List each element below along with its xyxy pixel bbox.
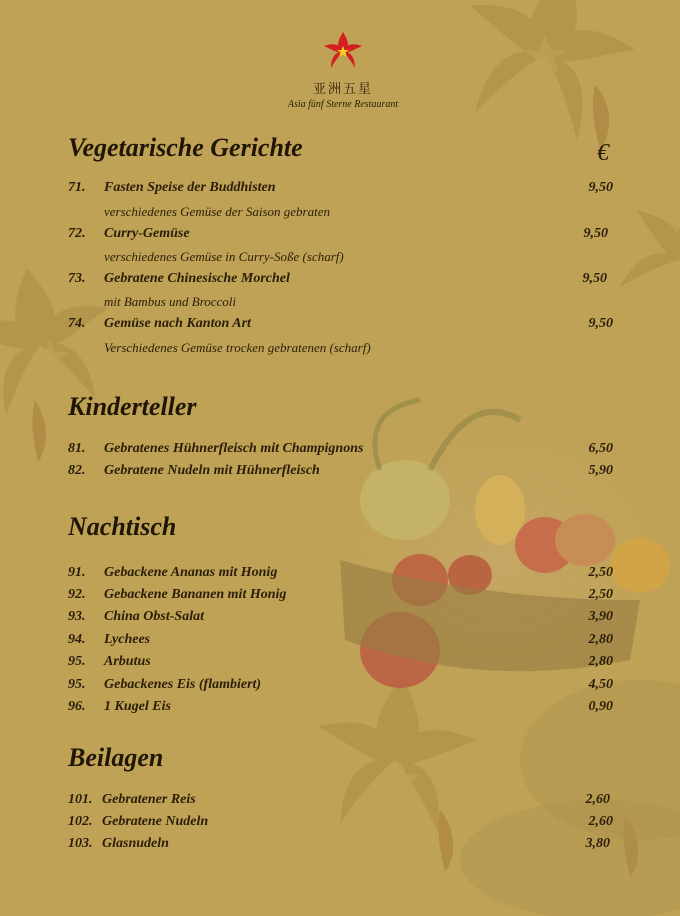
menu-item-81 (68, 441, 613, 461)
restaurant-name-english: Asia fünf Sterne Restaurant (287, 99, 399, 110)
flower-logo-icon (321, 30, 365, 74)
item-name: China Obst-Salat (104, 609, 204, 624)
item-number: 81. (68, 441, 86, 456)
item-number: 96. (68, 699, 86, 714)
menu-item-101 (68, 792, 610, 812)
item-description: verschiedenes Gemüse der Saison gebraten (104, 204, 330, 219)
item-price: 3,80 (585, 836, 610, 851)
item-name: Gebackenes Eis (flambiert) (104, 677, 262, 692)
item-description: verschiedenes Gemüse in Curry-Soße (scharf) (104, 249, 344, 264)
item-price: 5,90 (588, 463, 613, 478)
restaurant-logo (258, 30, 428, 125)
item-price: 2,80 (588, 654, 613, 669)
section-title-dessert: Nachtisch (68, 512, 177, 541)
item-price: 0,90 (588, 699, 613, 714)
menu-item-95-arbutus (68, 654, 613, 674)
item-number: 82. (68, 463, 86, 478)
item-name: Arbutus (104, 654, 151, 669)
item-name: Gebackene Bananen mit Honig (104, 587, 287, 602)
item-name: Gebratener Reis (102, 792, 196, 807)
item-name: Curry-Gemüse (104, 226, 190, 241)
item-number: 72. (68, 226, 86, 241)
item-price: 4,50 (588, 677, 613, 692)
item-number: 94. (68, 632, 86, 647)
item-number: 73. (68, 271, 86, 286)
item-price: 6,50 (588, 441, 613, 456)
item-name: Fasten Speise der Buddhisten (104, 180, 276, 195)
menu-item-95-eis (68, 677, 613, 697)
item-price: 9,50 (582, 271, 607, 286)
item-price: 9,50 (588, 316, 613, 331)
item-name: Gemüse nach Kanton Art (104, 316, 251, 331)
item-number: 93. (68, 609, 86, 624)
menu-item-82 (68, 463, 613, 483)
menu-item-74 (68, 316, 613, 336)
section-title-vegetarian: Vegetarische Gerichte (68, 133, 303, 162)
menu-item-72 (68, 226, 608, 246)
item-number: 95. (68, 654, 86, 669)
menu-item-102 (68, 814, 613, 834)
section-title-kids: Kinderteller (68, 392, 197, 421)
menu-item-92 (68, 587, 613, 607)
menu-item-94 (68, 632, 613, 652)
item-name: Gebratenes Hühnerfleisch mit Champignons (104, 441, 364, 456)
item-number: 71. (68, 180, 86, 195)
menu-item-96 (68, 699, 613, 719)
item-number: 74. (68, 316, 86, 331)
item-name: Gebratene Chinesische Morchel (104, 271, 290, 286)
item-price: 2,60 (588, 814, 613, 829)
menu-item-73 (68, 271, 607, 291)
menu-item-103 (68, 836, 610, 856)
menu-item-93 (68, 609, 613, 629)
item-number: 102. (68, 814, 93, 829)
item-price: 2,80 (588, 632, 613, 647)
item-name: Lychees (104, 632, 151, 647)
item-name: 1 Kugel Eis (104, 699, 171, 714)
item-description: mit Bambus und Broccoli (104, 294, 237, 309)
item-description: Verschiedenes Gemüse trocken gebratenen (scharf) (104, 340, 371, 355)
section-title-sides: Beilagen (68, 743, 164, 772)
item-price: 9,50 (583, 226, 608, 241)
item-name: Gebratene Nudeln (102, 814, 209, 829)
currency-symbol: € (597, 140, 609, 166)
item-number: 95. (68, 677, 86, 692)
item-name: Gebackene Ananas mit Honig (104, 565, 278, 580)
menu-item-71 (68, 180, 613, 200)
item-name: Glasnudeln (102, 836, 169, 851)
item-price: 9,50 (588, 180, 613, 195)
item-number: 103. (68, 836, 93, 851)
item-price: 2,50 (588, 565, 613, 580)
item-number: 101. (68, 792, 93, 807)
item-price: 2,60 (585, 792, 610, 807)
item-price: 3,90 (588, 609, 613, 624)
item-name: Gebratene Nudeln mit Hühnerfleisch (104, 463, 320, 478)
item-number: 92. (68, 587, 86, 602)
item-number: 91. (68, 565, 86, 580)
restaurant-name-chinese: 亚洲五星 (312, 82, 373, 97)
menu-item-91 (68, 565, 613, 585)
item-price: 2,50 (588, 587, 613, 602)
